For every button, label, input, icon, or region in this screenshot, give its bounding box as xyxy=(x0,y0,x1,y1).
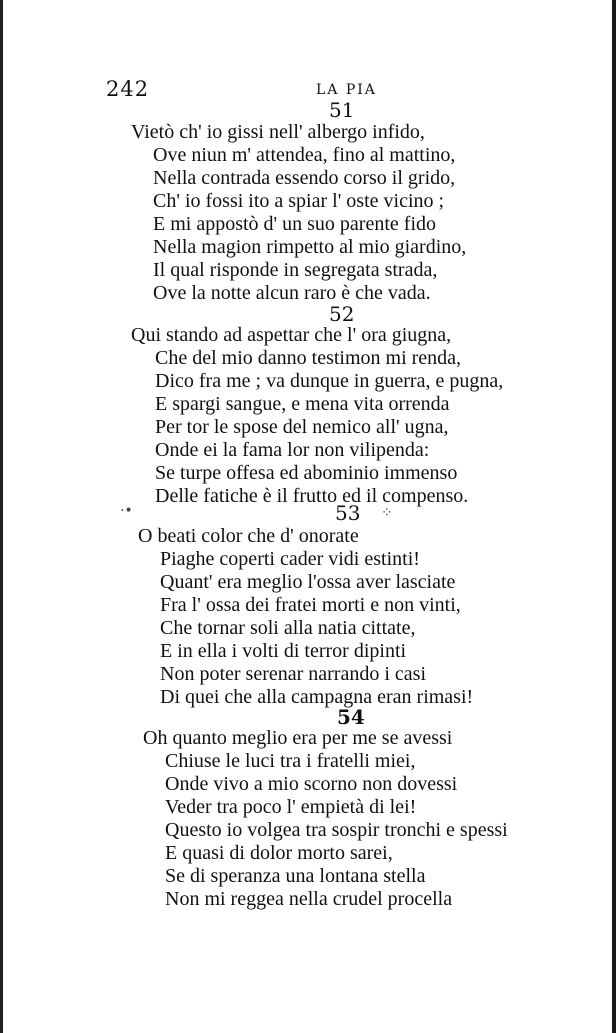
verse-line: Ch' io fossi ito a spiar l' oste vicino ; xyxy=(153,190,445,212)
stanza-number: 54 xyxy=(337,705,365,729)
verse-line: Non poter serenar narrando i casi xyxy=(160,663,426,685)
verse-line: Ove la notte alcun raro è che vada. xyxy=(153,282,431,304)
verse-line: Nella magion rimpetto al mio giardino, xyxy=(153,236,467,258)
ornament-icon: ·• xyxy=(120,503,133,519)
page-edge-left xyxy=(0,0,3,1033)
verse-line: Se di speranza una lontana stella xyxy=(165,865,426,887)
verse-line: Dico fra me ; va dunque in guerra, e pugna, xyxy=(155,370,504,392)
verse-line: Ove niun m' attendea, fino al mattino, xyxy=(153,144,456,166)
verse-line: Per tor le spose del nemico all' ugna, xyxy=(155,416,449,438)
verse-line: O beati color che d' onorate xyxy=(138,525,359,547)
verse-line: Non mi reggea nella crudel procella xyxy=(165,888,453,910)
stanza-number: 53 xyxy=(335,501,361,525)
verse-line: Quant' era meglio l'ossa aver lasciate xyxy=(160,571,456,593)
verse-line: E spargi sangue, e mena vita orrenda xyxy=(155,393,450,415)
stanza-number: 52 xyxy=(329,302,355,326)
ornament-icon: ⁘ xyxy=(381,505,393,521)
verse-line: Fra l' ossa dei fratei morti e non vinti, xyxy=(160,594,461,616)
page-edge-right xyxy=(612,0,616,1033)
verse-line: Il qual risponde in segregata strada, xyxy=(153,259,438,281)
page-number: 242 xyxy=(106,77,150,101)
verse-line: Onde ei la fama lor non vilipenda: xyxy=(155,439,430,461)
verse-line: E mi appostò d' un suo parente fido xyxy=(153,213,436,235)
verse-line: E in ella i volti di terror dipinti xyxy=(160,640,407,662)
verse-line: Onde vivo a mio scorno non dovessi xyxy=(165,773,458,795)
verse-line: Piaghe coperti cader vidi estinti! xyxy=(160,548,420,570)
verse-line: Qui stando ad aspettar che l' ora giugna, xyxy=(131,324,452,346)
verse-line: Oh quanto meglio era per me se avessi xyxy=(143,727,453,749)
verse-line: Che del mio danno testimon mi renda, xyxy=(155,347,462,369)
verse-line: Chiuse le luci tra i fratelli miei, xyxy=(165,750,416,772)
running-head: LA PIA xyxy=(316,82,377,98)
verse-line: Che tornar soli alla natia cittate, xyxy=(160,617,416,639)
verse-line: E quasi di dolor morto sarei, xyxy=(165,842,393,864)
verse-line: Veder tra poco l' empietà di lei! xyxy=(165,796,417,818)
stanza-number: 51 xyxy=(329,98,355,122)
verse-line: Questo io volgea tra sospir tronchi e spessi xyxy=(165,819,508,841)
verse-line: Se turpe offesa ed abominio immenso xyxy=(155,462,458,484)
verse-line: Nella contrada essendo corso il grido, xyxy=(153,167,456,189)
verse-line: Vietò ch' io gissi nell' albergo infido, xyxy=(131,121,425,143)
verse-line: Di quei che alla campagna eran rimasi! xyxy=(160,686,474,708)
verse-line: Delle fatiche è il frutto ed il compenso. xyxy=(155,485,469,507)
